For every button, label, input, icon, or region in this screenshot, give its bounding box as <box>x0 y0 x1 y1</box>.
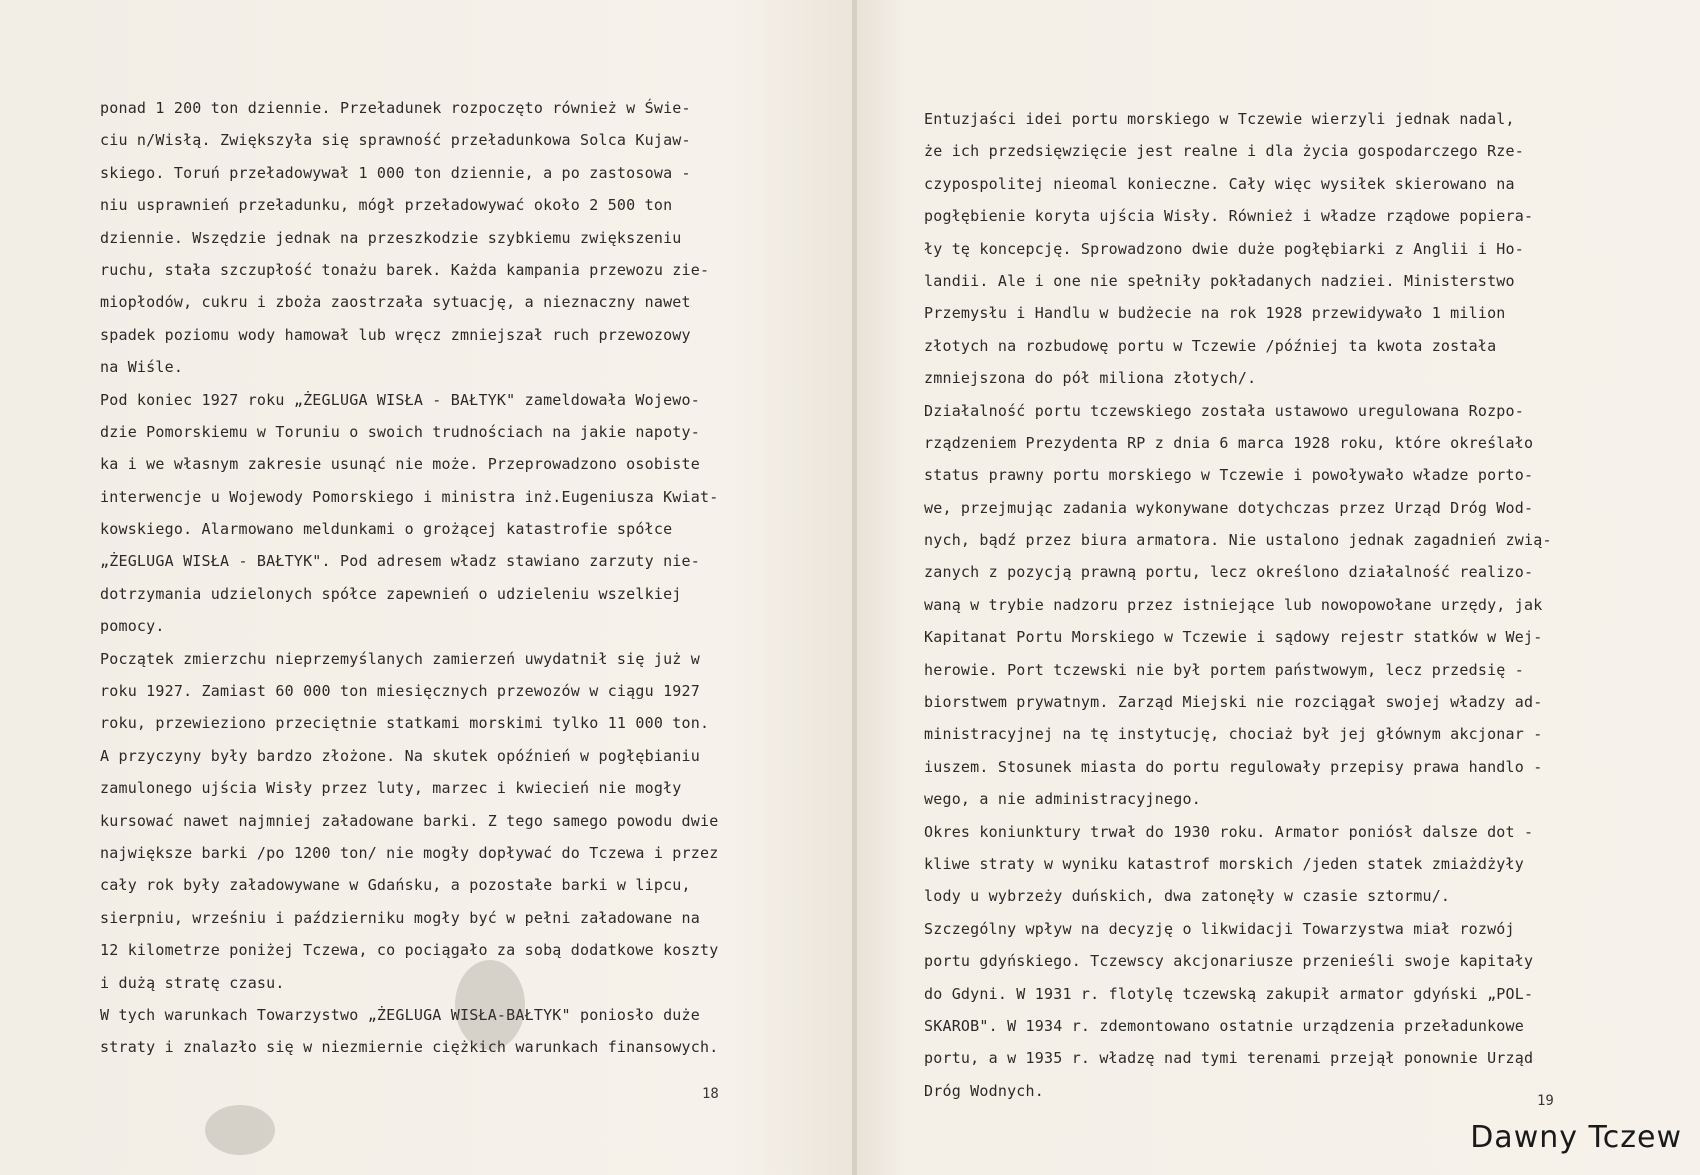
left-page-number: 18 <box>702 1086 719 1102</box>
text-line: kursować nawet najmniej załadowane barki. Z tego samego powodu dwie <box>100 811 719 830</box>
text-line: Szczególny wpływ na decyzję o likwidacji Towarzystwa miał rozwój <box>924 919 1515 938</box>
text-line: Entuzjaści idei portu morskiego w Tczewie wierzyli jednak nadal, <box>924 110 1515 128</box>
text-line: cały rok były załadowywane w Gdańsku, a pozostałe barki w lipcu, <box>100 876 691 895</box>
text-line: dotrzymania udzielonych spółce zapewnień o udzieleniu wszelkiej <box>100 584 682 603</box>
text-line: Okres koniunktury trwał do 1930 roku. Armator poniósł dalsze dot - <box>924 822 1534 841</box>
text-line: złotych na rozbudowę portu w Tczewie /później ta kwota została <box>924 336 1497 355</box>
text-line: niu usprawnień przeładunku, mógł przeładowywać około 2 500 ton <box>100 196 673 215</box>
right-page <box>857 0 1700 1175</box>
text-line: portu gdyńskiego. Tczewscy akcjonariusze przenieśli swoje kapitały <box>924 952 1534 971</box>
text-line: Kapitanat Portu Morskiego w Tczewie i sądowy rejestr statków w Wej- <box>924 628 1543 647</box>
text-line: iuszem. Stosunek miasta do portu regulowały przepisy prawa handlo - <box>924 757 1543 776</box>
text-line: portu, a w 1935 r. władzę nad tymi terenami przejął ponownie Urząd <box>924 1049 1534 1068</box>
text-line: status prawny portu morskiego w Tczewie i powoływało władze porto- <box>924 466 1534 485</box>
text-line: A przyczyny były bardzo złożone. Na skutek opóźnień w pogłębianiu <box>100 746 700 765</box>
text-line: 12 kilometrze poniżej Tczewa, co pociągało za sobą dodatkowe koszty <box>100 941 719 960</box>
right-page-number: 19 <box>1537 1093 1554 1109</box>
text-line: kowskiego. Alarmowano meldunkami o grożącej katastrofie spółce <box>100 520 673 539</box>
text-line: do Gdyni. W 1931 r. flotylę tczewską zakupił armator gdyński „POL- <box>924 984 1534 1003</box>
text-line: landii. Ale i one nie spełniły pokładanych nadziei. Ministerstwo <box>924 271 1515 290</box>
text-line: czypospolitej nieomal konieczne. Cały więc wysiłek skierowano na <box>924 174 1515 193</box>
text-line: zamulonego ujścia Wisły przez luty, marzec i kwiecień nie mogły <box>100 779 682 798</box>
text-line: we, przejmując zadania wykonywane dotychczas przez Urząd Dróg Wod- <box>924 498 1534 517</box>
text-line: ministracyjnej na tę instytucję, chociaż był jej głównym akcjonar - <box>924 725 1543 744</box>
text-line: na Wiśle. <box>100 358 184 377</box>
text-line: W tych warunkach Towarzystwo „ŻEGLUGA WISŁA-BAŁTYK" poniosło duże <box>100 1005 700 1024</box>
text-line: roku, przewieziono przeciętnie statkami morskimi tylko 11 000 ton. <box>100 714 710 733</box>
text-line: spadek poziomu wody hamował lub wręcz zmniejszał ruch przewozowy <box>100 325 691 344</box>
text-line: dziennie. Wszędzie jednak na przeszkodzie szybkiemu zwiększeniu <box>100 228 682 247</box>
text-line: biorstwem prywatnym. Zarząd Miejski nie rozciągał swojej władzy ad- <box>924 693 1543 712</box>
text-line: ponad 1 200 ton dziennie. Przeładunek rozpoczęto również w Świe- <box>100 99 691 117</box>
text-line: zanych z pozycją prawną portu, lecz określono działalność realizo- <box>924 563 1534 582</box>
text-line: waną w trybie nadzoru przez istniejące lub nowopowołane urzędy, jak <box>924 595 1543 614</box>
text-line: Przemysłu i Handlu w budżecie na rok 1928 przewidywało 1 milion <box>924 304 1506 323</box>
text-line: lody u wybrzeży duńskich, dwa zatonęły w czasie sztormu/. <box>924 887 1451 906</box>
text-line: zmniejszona do pół miliona złotych/. <box>924 369 1257 388</box>
text-line: ły tę koncepcję. Sprowadzono dwie duże pogłębiarki z Anglii i Ho- <box>924 239 1524 258</box>
text-line: Dróg Wodnych. <box>924 1081 1044 1100</box>
text-line: Działalność portu tczewskiego została ustawowo uregulowana Rozpo- <box>924 401 1524 420</box>
text-line: Pod koniec 1927 roku „ŻEGLUGA WISŁA - BAŁTYK" zameldowała Wojewo- <box>100 390 700 409</box>
left-page-text <box>100 92 718 1064</box>
text-line: ka i we własnym zakresie usunąć nie może. Przeprowadzono osobiste <box>100 455 700 474</box>
text-line: sierpniu, wrześniu i październiku mogły być w pełni załadowane na <box>100 908 700 927</box>
text-line: pogłębienie koryta ujścia Wisły. Również i władze rządowe popiera- <box>924 207 1534 226</box>
text-line: nych, bądź przez biura armatora. Nie ustalono jednak zagadnień zwią- <box>924 531 1552 550</box>
text-line: kliwe straty w wyniku katastrof morskich /jeden statek zmiażdżyły <box>924 854 1524 873</box>
text-line: straty i znalazło się w niezmiernie ciężkich warunkach finansowych. <box>100 1038 719 1057</box>
text-line: interwencje u Wojewody Pomorskiego i ministra inż.Eugeniusza Kwiat- <box>100 487 719 506</box>
ink-smudge <box>455 960 525 1050</box>
text-line: Początek zmierzchu nieprzemyślanych zamierzeń uwydatnił się już w <box>100 649 700 668</box>
text-line: ciu n/Wisłą. Zwiększyła się sprawność przeładunkowa Solca Kujaw- <box>100 131 691 150</box>
watermark: Dawny Tczew <box>1470 1120 1682 1155</box>
text-line: herowie. Port tczewski nie był portem państwowym, lecz przedsię - <box>924 660 1524 679</box>
text-line: największe barki /po 1200 ton/ nie mogły dopływać do Tczewa i przez <box>100 843 719 862</box>
text-line: rządzeniem Prezydenta RP z dnia 6 marca 1928 roku, które określało <box>924 433 1534 452</box>
text-line: roku 1927. Zamiast 60 000 ton miesięcznych przewozów w ciągu 1927 <box>100 682 700 701</box>
text-line: ruchu, stała szczupłość tonażu barek. Każda kampania przewozu zie- <box>100 260 710 279</box>
right-page-text <box>924 103 1552 1107</box>
text-line: skiego. Toruń przeładowywał 1 000 ton dziennie, a po zastosowa - <box>100 163 691 182</box>
text-line: miopłodów, cukru i zboża zaostrzała sytuację, a nieznaczny nawet <box>100 293 691 312</box>
text-line: pomocy. <box>100 617 165 636</box>
text-line: „ŻEGLUGA WISŁA - BAŁTYK". Pod adresem władz stawiano zarzuty nie- <box>100 552 700 571</box>
text-line: i dużą stratę czasu. <box>100 973 285 992</box>
text-line: wego, a nie administracyjnego. <box>924 790 1201 809</box>
ink-smudge <box>205 1105 275 1155</box>
text-line: dzie Pomorskiemu w Toruniu o swoich trudnościach na jakie napoty- <box>100 422 700 441</box>
text-line: że ich przedsięwzięcie jest realne i dla życia gospodarczego Rze- <box>924 142 1524 161</box>
text-line: SKAROB". W 1934 r. zdemontowano ostatnie urządzenia przeładunkowe <box>924 1016 1524 1035</box>
